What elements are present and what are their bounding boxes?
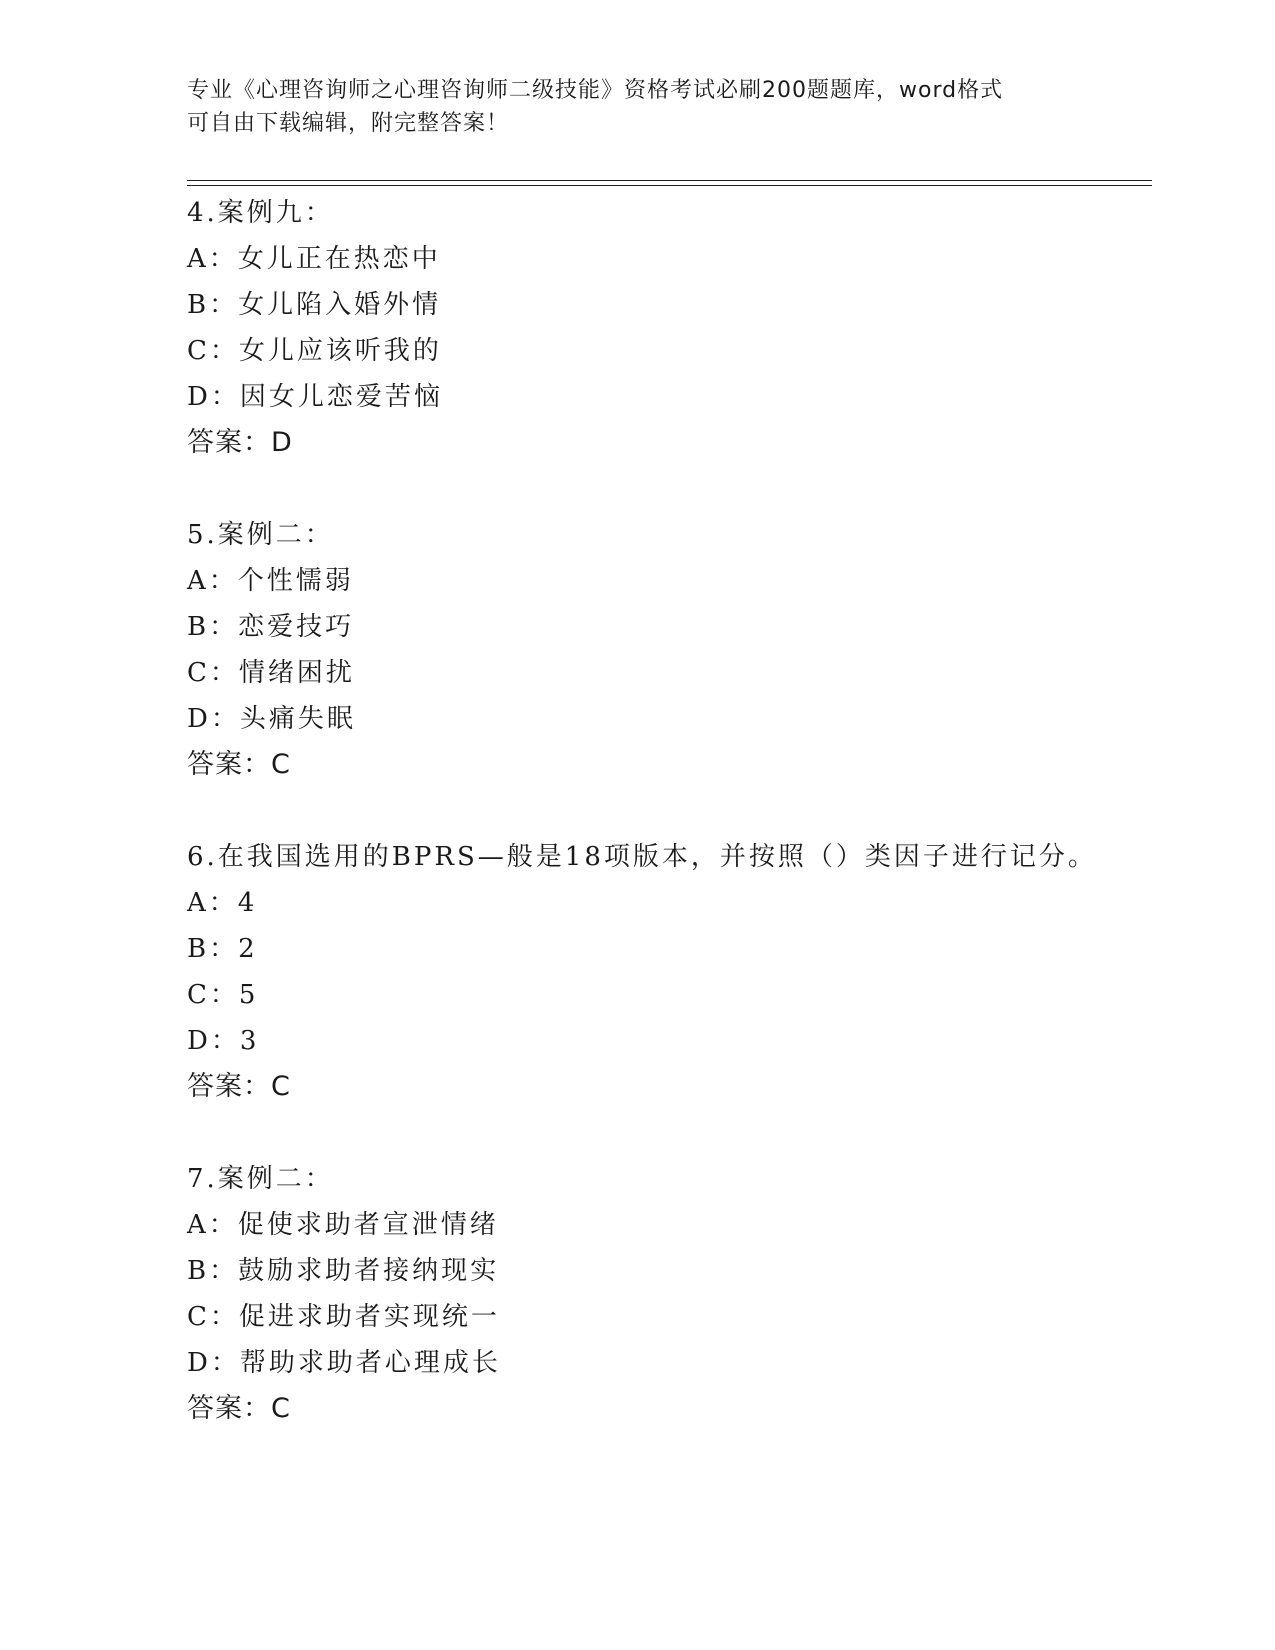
answer-line: 答案：D [187,427,293,458]
header-line-1: 专业《心理咨询师之心理咨询师二级技能》资格考试必刷200题题库，word格式 [187,78,1004,103]
question-list [187,190,1152,1432]
option-c [187,972,1152,1018]
question-7 [187,1156,1152,1432]
option-c [187,1294,1152,1340]
question-stem: 7.案例二： [187,1164,334,1194]
option-d [187,374,1152,420]
option-text: 恋爱技巧 [238,612,355,642]
option-d [187,1018,1152,1064]
option-text: 女儿正在热恋中 [237,244,441,274]
option-text: 个性懦弱 [237,566,354,596]
option-key: B： [187,1256,239,1286]
option-key: C： [187,658,239,688]
option-text: 3 [239,1026,260,1056]
option-a [187,236,1152,282]
option-text: 因女儿恋爱苦恼 [239,382,443,412]
option-key: D： [187,1026,240,1056]
option-text: 2 [238,934,258,964]
option-text: 头痛失眠 [239,704,356,734]
option-a [187,880,1152,926]
option-text: 情绪困扰 [238,658,355,688]
option-d [187,1340,1152,1386]
option-text: 促进求助者实现统一 [238,1302,500,1332]
option-c [187,650,1152,696]
answer-line: 答案：C [187,1071,291,1102]
question-4 [187,190,1152,466]
option-b [187,282,1152,328]
option-d [187,696,1152,742]
option-key: B： [187,290,239,320]
header-line-2: 可自由下载编辑，附完整答案！ [187,111,510,136]
question-stem: 5.案例二： [187,520,334,550]
option-key: A： [187,244,238,274]
option-text: 鼓励求助者接纳现实 [238,1256,500,1286]
option-c [187,328,1152,374]
option-key: D： [187,704,240,734]
option-b [187,604,1152,650]
option-text: 女儿应该听我的 [238,336,442,366]
option-b [187,926,1152,972]
question-6 [187,834,1152,1110]
document-header [187,74,1067,140]
option-a [187,558,1152,604]
question-stem: 4.案例九： [187,198,334,228]
option-b [187,1248,1152,1294]
option-text: 帮助求助者心理成长 [239,1348,501,1378]
option-text: 促使求助者宣泄情绪 [237,1210,499,1240]
question-stem: 6.在我国选用的BPRS—般是18项版本，并按照（）类因子进行记分。 [187,842,1097,872]
option-key: C： [187,980,239,1010]
option-key: D： [187,382,240,412]
option-text: 女儿陷入婚外情 [238,290,442,320]
option-key: B： [187,612,239,642]
option-key: A： [187,888,238,918]
option-key: A： [187,1210,238,1240]
header-divider-top [187,180,1152,181]
question-5 [187,512,1152,788]
option-key: C： [187,1302,239,1332]
header-divider-bottom [187,185,1152,186]
answer-line: 答案：C [187,749,291,780]
option-key: C： [187,336,239,366]
option-key: A： [187,566,238,596]
option-text: 4 [237,888,258,918]
answer-line: 答案：C [187,1393,291,1424]
option-text: 5 [238,980,259,1010]
option-key: B： [187,934,239,964]
option-key: D： [187,1348,240,1378]
option-a [187,1202,1152,1248]
